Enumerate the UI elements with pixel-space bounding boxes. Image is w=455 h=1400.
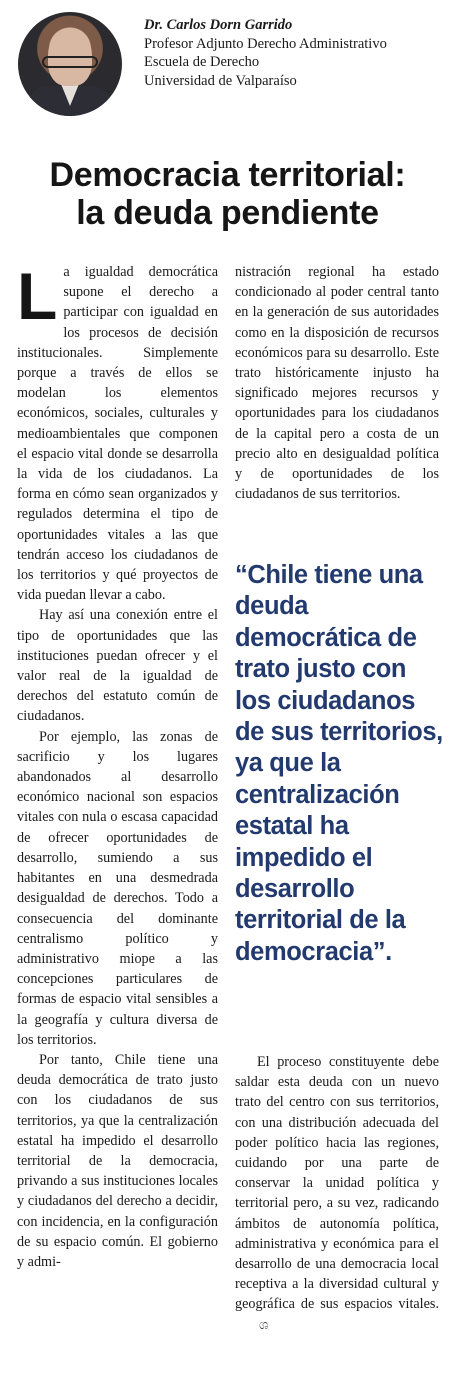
article-headline [0, 156, 455, 232]
body-paragraph-1 [17, 259, 218, 605]
pull-quote: “Chile tiene una deuda democrática de trato justo con los ciudadanos de sus territorios, ya que la centralización estatal ha impedido el desarrollo territorial de la democracia”. [235, 561, 443, 966]
drop-cap: L [17, 259, 58, 333]
body-column-right-bottom [235, 1052, 439, 1335]
author-info [144, 16, 387, 90]
body-paragraph-3: Por ejemplo, las zonas de sacrificio y los lugares abandonados al desarrollo económico nacional son espacios vitales con nula o escasa capacidad de ofrecer oportunidades de desarrollo, sumiendo a sus habitantes en una desmedrada desigualdad de derechos. Todo a consecuencia del dominante centralismo político y administrativo miope a las concepciones particulares de formas de espacio vital sensibles a la geografía y cultura diversa de los territorios. [17, 728, 218, 1048]
author-university: Universidad de Valparaíso [144, 72, 297, 89]
author-avatar [18, 12, 122, 116]
body-paragraph-6-text: El proceso constituyente debe saldar esta deuda con un nuevo trato del centro con sus territorios, con una distribución adecuada del poder político hacia las regiones, cuidando por una parte de conservar la unidad política y territorial pero, a su vez, radicando ámbitos de autonomía política, administrativa y económica para el desarrollo de una democracia local receptiva a la diversidad cultural y geográfica de sus espacios vitales. [235, 1054, 439, 1313]
body-paragraph-5: nistración regional ha estado condicionado al poder central tanto en la generación de sus autoridades como en la disposición de recursos económicos para su desarrollo. Este trato históricamente injusto ha significado mejores recursos y oportunidades para los ciudadanos de la capital pero a costa de un precio alto en desigualdad política y de oportunidades de los ciudadanos de sus territorios. [235, 264, 439, 503]
body-paragraph-6 [235, 1052, 439, 1335]
author-block [18, 10, 448, 120]
body-paragraph-1-text: a igualdad democrática supone el derecho a participar con igualdad en los procesos de decisión institucionales. Simplemente porque a través de ellos se modelan los elementos económicos, sociales, culturales y medioambientales que componen el espacio vital donde se desarrolla la vida de los ciudadanos. La forma en cómo sean organizados y regulados determina el tipo de oportunidades vitales a las que tendrán acceso los ciudadanos de los territorios y qué proyectos de vida puedan llevar a cabo. [17, 264, 218, 604]
author-school: Escuela de Derecho [144, 54, 260, 70]
end-mark-icon: ශ [259, 1316, 269, 1332]
avatar-glasses [42, 56, 98, 68]
author-name: Dr. Carlos Dorn Garrido [144, 17, 293, 33]
body-paragraph-4: Por tanto, Chile tiene una deuda democrática de trato justo con los ciudadanos de sus territorios, ya que la centralización estatal ha impedido el desarrollo territorial de la democracia, privando a sus instituciones locales y ciudadanos del derecho a decidir, con incidencia, en la configuración de su espacio común. El gobierno y admi- [17, 1051, 218, 1270]
body-column-left [17, 259, 218, 1272]
author-role: Profesor Adjunto Derecho Administrativo [144, 35, 387, 52]
body-column-right-top [235, 262, 439, 504]
headline-line-1: Democracia territorial: [49, 156, 406, 194]
headline-line-2: la deuda pendiente [76, 194, 379, 232]
body-paragraph-2: Hay así una conexión entre el tipo de oportunidades que las instituciones puedan ofrecer y el valor real de la igualdad de derechos del estatuto común de ciudadanos. [17, 607, 218, 725]
